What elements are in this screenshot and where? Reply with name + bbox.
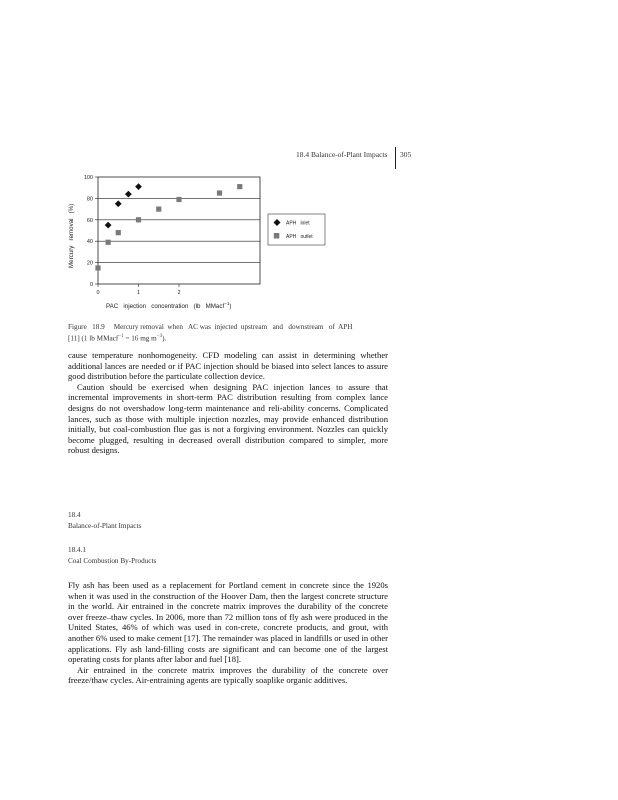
data-points [95,183,242,270]
point-outlet-6 [217,190,222,195]
legend-marker-square [274,233,280,239]
point-inlet-2 [125,191,132,198]
section-title: Balance-of-Plant Impacts [68,522,142,530]
section-number: 18.4 [68,511,81,519]
subsection-number: 18.4.1 [68,546,86,554]
paragraph-4: Air entrained in the concrete matrix improves the durability of the concrete over freeze/thaw cycles. Air-entraining agents are typically soaplike organic additives. [68,664,388,686]
legend-box [268,214,325,245]
mercury-removal-chart [60,168,360,320]
x-tick-label-2: 2 [177,290,181,296]
point-inlet-1 [115,200,122,207]
caption-sup-1: −1 [118,334,124,339]
y-tick-label-100: 100 [83,175,93,181]
caption-line-1: Figure 18.9 Mercury removal when AC was injected upstream and downstream of APH [68,323,353,331]
y-axis-label: Mercury removal (%) [68,203,75,268]
plot-area [98,177,260,284]
y-tick-label-80: 80 [86,196,93,203]
x-ticks [96,284,180,296]
legend-label-outlet: APH outlet [286,234,313,240]
point-outlet-0 [95,265,100,270]
running-head: 18.4 Balance-of-Plant Impacts [296,150,388,159]
point-outlet-3 [136,217,141,222]
figure-caption [68,322,398,343]
x-axis-label-text: PAC injection concentration (lb MMacf [106,303,225,310]
point-outlet-1 [106,240,111,245]
x-axis-label-close: ) [229,303,232,310]
x-tick-label-1: 1 [136,290,141,296]
subsection-title: Coal Combustion By-Products [68,557,157,565]
point-inlet-0 [105,222,112,229]
paragraph-3: Fly ash has been used as a replacement for Portland cement in concrete since the 1920s when it was used in the construction of the Hoover Dam, then the largest concrete structure in the world. Air entrained in the concrete matrix improves the durability of the concrete over freeze–thaw cycles. In 2006, more than 72 million tons of fly ash were produced in the United States, 46% of which was used in con-crete, concrete products, and grout, with another 6% used to make cement [17]. The remainder was placed in landfills or used in other applications. Fly ash land-filling costs are significant and can become one of the largest operating costs for plants after labor and fuel [18]. [68,580,388,665]
point-outlet-4 [156,207,161,212]
point-outlet-5 [176,197,181,202]
caption-line-2 [68,332,398,343]
body-text-top [68,350,388,456]
legend-label-inlet: APH inlet [286,220,310,227]
y-tick-label-0: 0 [89,282,93,288]
paragraph-2: Caution should be exercised when designing PAC injection lances to assure that incremental improvements in short-term PAC distribution resulting from complex lance designs do not overshadow long-term maintenance and reli-ability concerns. Complicated lances, such as those with multiple injection nozzles, may provide enhanced distribution initially, but coal-combustion flue gas is not a forgiving environment. Nozzles can quickly become plugged, resulting in decreased overall distribution compared to simpler, more robust designs. [68,381,388,456]
caption-part-a: [11] (1 lb MMacf [68,334,119,343]
x-axis-label [106,301,231,310]
caption-part-b: = 16 mg m [123,334,157,343]
caption-sup-2: −3 [156,334,163,339]
point-inlet-3 [135,183,142,190]
y-ticks [84,175,98,288]
x-axis-label-sup: −1 [224,301,230,306]
y-tick-label-60: 60 [86,217,93,224]
page-number: 305 [400,150,412,159]
y-tick-label-20: 20 [86,260,93,267]
point-outlet-2 [116,230,121,235]
caption-part-c: ). [162,334,167,343]
point-outlet-7 [237,184,242,189]
y-tick-label-40: 40 [86,239,93,246]
x-tick-label-0: 0 [96,290,100,296]
body-text-bottom [68,580,388,686]
paragraph-1: cause temperature nonhomogeneity. CFD modeling can assist in determining whether additional lances are needed or if PAC injection should be biased into select lances to assure good distribution before the particulate collection device. [68,350,388,382]
header-divider [395,147,396,169]
gridlines [98,198,260,262]
